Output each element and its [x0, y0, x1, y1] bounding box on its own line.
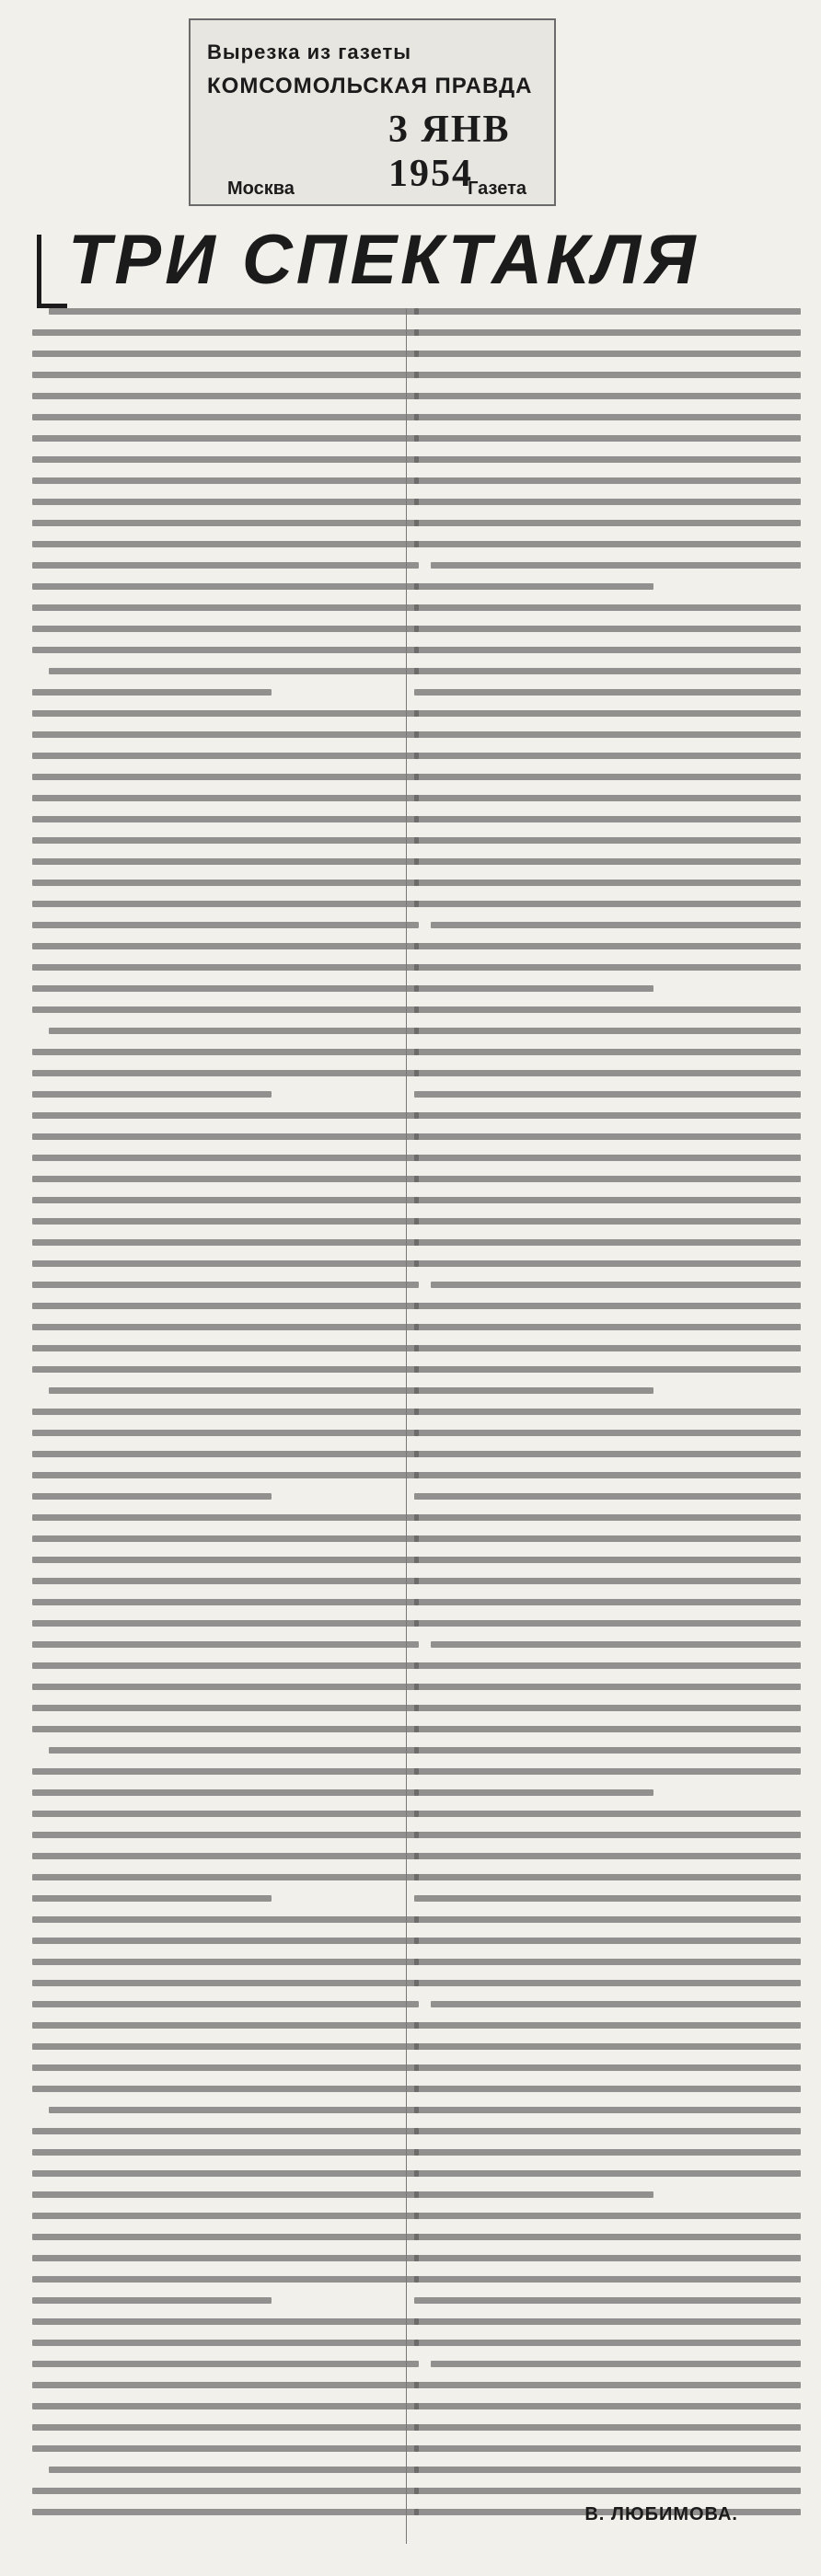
text-line [414, 1091, 801, 1098]
text-line [414, 647, 801, 653]
text-line [414, 1155, 801, 1161]
text-line [414, 2467, 801, 2473]
text-line [414, 2424, 801, 2431]
text-line [49, 1747, 419, 1754]
text-line [32, 2001, 419, 2007]
text-line [414, 880, 801, 886]
text-line [32, 1112, 419, 1119]
text-line [32, 795, 419, 801]
text-line [32, 2340, 419, 2346]
text-line [414, 1980, 801, 1986]
text-line [414, 1620, 801, 1627]
text-line [414, 2403, 801, 2409]
text-line [32, 541, 419, 547]
text-line [32, 1599, 419, 1605]
text-line [32, 2509, 419, 2515]
text-line [414, 816, 801, 822]
text-line [414, 1959, 801, 1965]
text-line [414, 2445, 801, 2452]
text-line [32, 858, 419, 865]
text-line [32, 1155, 419, 1161]
text-line [414, 1218, 801, 1225]
text-line [414, 414, 801, 420]
text-line [414, 1260, 801, 1267]
text-line [32, 1832, 419, 1838]
text-line [414, 1176, 801, 1182]
text-line [32, 1260, 419, 1267]
text-line [414, 1684, 801, 1690]
text-line [32, 964, 419, 971]
text-line [414, 1811, 801, 1817]
text-line [32, 1176, 419, 1182]
text-line [414, 329, 801, 336]
text-line [32, 414, 419, 420]
text-line [32, 1451, 419, 1457]
text-line [32, 837, 419, 844]
stamp-line-1: Вырезка из газеты [207, 40, 412, 63]
text-line [414, 2128, 801, 2134]
text-line [414, 1726, 801, 1732]
text-line [414, 1430, 801, 1436]
text-line [414, 1705, 801, 1711]
text-line [414, 2043, 801, 2050]
text-line [32, 1006, 419, 1013]
text-line [414, 1324, 801, 1330]
text-line [414, 2297, 801, 2304]
text-line [32, 2086, 419, 2092]
text-line [32, 1197, 419, 1203]
text-line [32, 2128, 419, 2134]
text-line [32, 1959, 419, 1965]
text-line [32, 520, 419, 526]
text-line [414, 456, 801, 463]
article-column-right [414, 308, 801, 2548]
text-line [32, 2297, 272, 2304]
text-line [32, 329, 419, 336]
text-line [32, 1303, 419, 1309]
text-line [32, 1557, 419, 1563]
text-line [32, 1366, 419, 1373]
text-line [32, 1282, 419, 1288]
text-line [414, 626, 801, 632]
text-line [32, 1811, 419, 1817]
text-line [32, 774, 419, 780]
text-line [32, 1472, 419, 1478]
text-line [414, 2255, 801, 2261]
text-line [32, 372, 419, 378]
text-line [32, 1620, 419, 1627]
text-line [32, 1916, 419, 1923]
text-line [414, 1387, 653, 1394]
text-line [431, 2361, 801, 2367]
text-line [414, 1493, 801, 1500]
text-line [32, 880, 419, 886]
text-line [32, 2234, 419, 2240]
text-line [414, 1599, 801, 1605]
text-line [414, 1514, 801, 1521]
text-line [32, 943, 419, 949]
text-line [32, 1493, 272, 1500]
text-line [32, 647, 419, 653]
text-line [414, 668, 801, 674]
text-line [32, 499, 419, 505]
text-line [414, 1366, 801, 1373]
text-line [32, 2255, 419, 2261]
text-line [32, 1726, 419, 1732]
text-line [414, 2149, 801, 2156]
text-line [414, 753, 801, 759]
text-line [32, 393, 419, 399]
text-line [49, 668, 419, 674]
text-line [32, 562, 419, 569]
text-line [32, 1641, 419, 1648]
text-line [32, 1853, 419, 1859]
text-line [32, 1684, 419, 1690]
text-line [32, 710, 419, 717]
title-decoration [37, 235, 67, 308]
text-line [32, 1789, 419, 1796]
text-line [32, 689, 272, 696]
text-line [32, 1662, 419, 1669]
text-line [32, 1874, 419, 1880]
text-line [414, 858, 801, 865]
text-line [32, 583, 419, 590]
text-line [414, 604, 801, 611]
text-line [32, 2149, 419, 2156]
text-line [32, 816, 419, 822]
text-line [49, 1028, 419, 1034]
text-line [414, 1853, 801, 1859]
text-line [414, 499, 801, 505]
stamp-year: Газета [468, 178, 526, 199]
text-line [32, 1324, 419, 1330]
text-line [414, 2234, 801, 2240]
text-line [32, 1938, 419, 1944]
text-line [414, 1409, 801, 1415]
text-line [414, 1472, 801, 1478]
text-line [414, 2488, 801, 2494]
text-line [414, 1239, 801, 1246]
text-line [431, 562, 801, 569]
text-line [49, 1387, 419, 1394]
text-line [32, 1049, 419, 1055]
text-line [32, 477, 419, 484]
text-line [32, 1409, 419, 1415]
text-line [431, 922, 801, 928]
text-line [32, 2276, 419, 2283]
text-line [32, 1895, 272, 1902]
article-title-text: ТРИ СПЕКТАКЛЯ [68, 221, 700, 299]
text-line [32, 604, 419, 611]
text-line [32, 2318, 419, 2325]
text-line [32, 1218, 419, 1225]
text-line [32, 435, 419, 442]
text-line [431, 2001, 801, 2007]
text-line [32, 1535, 419, 1542]
text-line [414, 1768, 801, 1775]
text-line [32, 2191, 419, 2198]
text-line [32, 1514, 419, 1521]
text-line [32, 1430, 419, 1436]
text-line [414, 1938, 801, 1944]
text-line [32, 2064, 419, 2071]
text-line [414, 1747, 801, 1754]
text-line [414, 2107, 801, 2113]
text-line [414, 1133, 801, 1140]
text-line [414, 520, 801, 526]
text-line [414, 1451, 801, 1457]
text-line [414, 1662, 801, 1669]
text-line [414, 901, 801, 907]
text-line [414, 308, 801, 315]
text-line [32, 985, 419, 992]
text-line [414, 774, 801, 780]
text-line [32, 351, 419, 357]
text-line [32, 456, 419, 463]
text-line [414, 2276, 801, 2283]
text-line [414, 2064, 801, 2071]
stamp-city: Москва [227, 178, 295, 199]
text-line [32, 1980, 419, 1986]
text-line [414, 477, 801, 484]
text-line [32, 753, 419, 759]
text-line [32, 1768, 419, 1775]
text-line [414, 964, 801, 971]
text-line [414, 710, 801, 717]
text-line [414, 1578, 801, 1584]
text-line [414, 1345, 801, 1351]
text-line [414, 1557, 801, 1563]
text-line [431, 1282, 801, 1288]
text-line [32, 1091, 272, 1098]
text-line [414, 1789, 653, 1796]
newspaper-clipping-stamp [189, 18, 556, 206]
stamp-newspaper-name: КОМСОМОЛЬСКАЯ ПРАВДА [207, 74, 533, 98]
text-line [32, 626, 419, 632]
stamp-date: 3 ЯНВ 1954 [388, 109, 511, 195]
text-line [414, 372, 801, 378]
text-line [414, 2191, 653, 2198]
article-title [37, 221, 787, 299]
text-line [414, 1049, 801, 1055]
text-line [32, 2170, 419, 2177]
text-line [32, 901, 419, 907]
text-line [32, 2043, 419, 2050]
text-line [414, 1303, 801, 1309]
text-line [414, 2022, 801, 2029]
text-line [431, 1641, 801, 1648]
text-line [32, 2382, 419, 2388]
text-line [414, 583, 653, 590]
text-line [414, 943, 801, 949]
text-line [32, 2022, 419, 2029]
text-line [414, 393, 801, 399]
text-line [414, 1916, 801, 1923]
column-divider [406, 308, 407, 2544]
text-line [49, 308, 419, 315]
text-line [32, 1239, 419, 1246]
text-line [32, 1705, 419, 1711]
text-line [414, 1535, 801, 1542]
text-line [414, 1112, 801, 1119]
text-line [414, 1070, 801, 1076]
text-line [32, 2213, 419, 2219]
text-line [414, 435, 801, 442]
text-line [414, 689, 801, 696]
text-line [414, 351, 801, 357]
text-line [32, 731, 419, 738]
text-line [414, 2213, 801, 2219]
text-line [414, 1874, 801, 1880]
text-line [32, 2361, 419, 2367]
text-line [49, 2467, 419, 2473]
text-line [414, 837, 801, 844]
text-line [414, 2382, 801, 2388]
text-line [32, 1133, 419, 1140]
text-line [414, 1006, 801, 1013]
text-line [414, 1197, 801, 1203]
text-line [414, 2086, 801, 2092]
text-line [32, 2403, 419, 2409]
text-line [32, 2424, 419, 2431]
text-line [414, 2340, 801, 2346]
text-line [414, 985, 653, 992]
text-line [414, 2170, 801, 2177]
author-signature: В. ЛЮБИМОВА. [584, 2504, 738, 2524]
text-line [414, 2318, 801, 2325]
article-column-left [32, 308, 419, 2548]
text-line [32, 2445, 419, 2452]
text-line [32, 1578, 419, 1584]
text-line [414, 795, 801, 801]
text-line [414, 1028, 801, 1034]
text-line [49, 2107, 419, 2113]
text-line [32, 1070, 419, 1076]
text-line [414, 1832, 801, 1838]
text-line [32, 2488, 419, 2494]
text-line [32, 1345, 419, 1351]
text-line [414, 731, 801, 738]
text-line [414, 1895, 801, 1902]
text-line [32, 922, 419, 928]
text-line [414, 541, 801, 547]
